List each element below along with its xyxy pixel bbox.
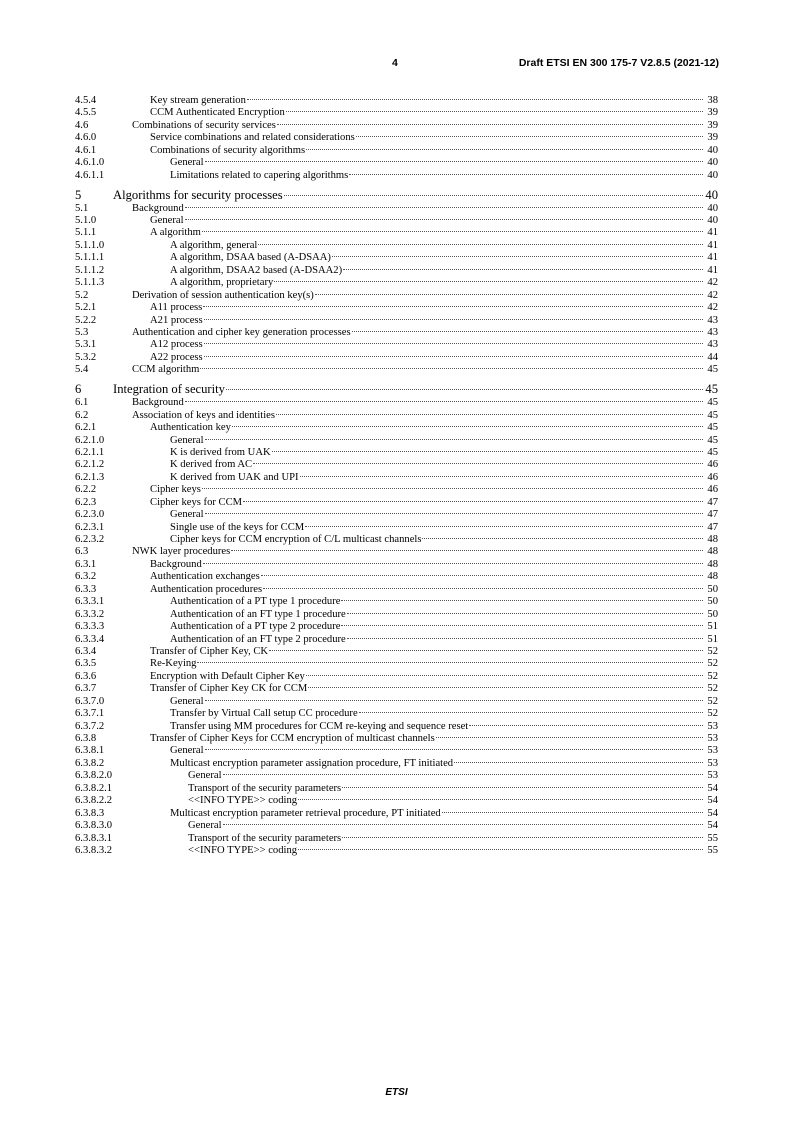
toc-dot-leader xyxy=(298,799,703,800)
toc-entry-title: Transfer of Cipher Keys for CCM encryption of multicast channels xyxy=(150,733,435,744)
toc-entry[interactable]: 5.1 Background 40 xyxy=(75,202,718,214)
toc-dot-leader xyxy=(204,356,703,357)
toc-entry-page: 50 xyxy=(707,596,718,608)
toc-entry-page: 45 xyxy=(707,434,718,446)
toc-entry-page: 54 xyxy=(707,782,718,794)
toc-entry-page: 55 xyxy=(707,832,718,844)
toc-entry-page: 45 xyxy=(707,364,718,376)
toc-entry-title: CCM algorithm xyxy=(132,364,200,376)
toc-entry-title: Transport of the security parameters xyxy=(188,782,342,794)
toc-entry-title: General xyxy=(150,215,184,226)
toc-entry-title: A11 process xyxy=(150,302,203,314)
toc-entry-title: Multicast encryption parameter retrieval procedure, PT initiated xyxy=(170,807,441,819)
toc-dot-leader xyxy=(204,319,703,320)
toc-entry-title: Cipher keys xyxy=(150,484,201,496)
toc-entry-page: 39 xyxy=(707,119,718,131)
toc-entry[interactable]: 6.2.2 Cipher keys 46 xyxy=(75,484,718,496)
toc-entry[interactable]: 6.3.8.2.1 Transport of the security parameters 54 xyxy=(75,782,718,794)
toc-entry-page: 53 xyxy=(707,733,718,744)
toc-entry-page: 40 xyxy=(707,157,718,169)
toc-entry[interactable]: 5.1.1.1 A algorithm, DSAA based (A-DSAA) 41 xyxy=(75,252,718,264)
toc-entry-page: 45 xyxy=(707,446,718,458)
toc-entry[interactable]: 5.3 Authentication and cipher key generation processes 43 xyxy=(75,326,718,338)
toc-entry-title: K is derived from UAK xyxy=(170,446,271,458)
toc-entry[interactable]: 6.3.8.3 Multicast encryption parameter retrieval procedure, PT initiated 54 xyxy=(75,807,718,819)
toc-dot-leader xyxy=(442,812,703,813)
toc-entry-page: 46 xyxy=(707,484,718,496)
toc-dot-leader xyxy=(253,463,703,464)
toc-entry[interactable]: 6.3.8.2.2 <<INFO TYPE>> coding 54 xyxy=(75,795,718,807)
toc-entry[interactable]: 5.1.1 A algorithm 41 xyxy=(75,227,718,239)
toc-dot-leader xyxy=(205,749,703,750)
toc-entry[interactable]: 5.1.1.0 A algorithm, general 41 xyxy=(75,239,718,251)
toc-dot-leader xyxy=(261,575,703,576)
toc-dot-leader xyxy=(284,195,703,196)
toc-dot-leader xyxy=(347,638,703,639)
toc-dot-leader xyxy=(223,824,703,825)
toc-entry-title: Combinations of security services xyxy=(132,119,276,131)
toc-dot-leader xyxy=(286,111,703,112)
toc-entry-title: A algorithm, general xyxy=(170,239,258,251)
toc-dot-leader xyxy=(308,687,703,688)
toc-entry-page: 53 xyxy=(707,757,718,769)
toc-entry-page: 41 xyxy=(707,264,718,276)
toc-dot-leader xyxy=(205,439,703,440)
toc-dot-leader xyxy=(454,762,703,763)
toc-entry[interactable]: 6.3.3.2 Authentication of an FT type 1 procedure 50 xyxy=(75,608,718,620)
toc-entry[interactable]: 6.3.3.4 Authentication of an FT type 2 procedure 51 xyxy=(75,633,718,645)
toc-entry-title: General xyxy=(170,695,204,707)
toc-entry-title: General xyxy=(170,745,204,757)
toc-entry-title: Authentication key xyxy=(150,422,231,434)
toc-entry-page: 41 xyxy=(707,252,718,264)
toc-dot-leader xyxy=(349,174,703,175)
toc-dot-leader xyxy=(269,650,703,651)
toc-entry[interactable]: 6 Integration of security 45 xyxy=(75,382,718,397)
toc-entry-title: K derived from AC xyxy=(170,459,253,471)
toc-entry-title: Transport of the security parameters xyxy=(188,832,342,844)
toc-entry-title: Transfer of Cipher Key, CK xyxy=(150,645,269,657)
toc-entry[interactable]: 5.1.1.2 A algorithm, DSAA2 based (A-DSAA2) 41 xyxy=(75,264,718,276)
toc-entry[interactable]: 6.3.7.2 Transfer using MM procedures for CCM re-keying and sequence reset 53 xyxy=(75,720,718,732)
toc-entry-page: 45 xyxy=(707,409,718,421)
toc-dot-leader xyxy=(342,787,703,788)
toc-entry-page: 50 xyxy=(707,583,718,595)
toc-entry-page: 48 xyxy=(707,558,718,570)
toc-entry-title: Service combinations and related considerations xyxy=(150,132,355,144)
toc-entry-page: 41 xyxy=(707,239,718,251)
toc-entry-title: Derivation of session authentication key(s) xyxy=(132,289,314,301)
toc-entry[interactable]: 6.1 Background 45 xyxy=(75,397,718,409)
toc-entry-title: Background xyxy=(132,202,184,214)
toc-dot-leader xyxy=(306,149,703,150)
toc-entry[interactable]: 6.3.8.2 Multicast encryption parameter assignation procedure, FT initiated 53 xyxy=(75,757,718,769)
toc-dot-leader xyxy=(205,700,703,701)
toc-dot-leader xyxy=(243,501,703,502)
toc-dot-leader xyxy=(347,613,703,614)
toc-entry[interactable]: 6.3.8.3.0 General 54 xyxy=(75,820,718,832)
toc-entry-title: Multicast encryption parameter assignation procedure, FT initiated xyxy=(170,757,454,769)
toc-entry-page: 39 xyxy=(707,107,718,119)
toc-entry-title: A algorithm xyxy=(150,227,201,239)
toc-dot-leader xyxy=(202,488,703,489)
toc-entry[interactable]: 5.2.1 A11 process 42 xyxy=(75,302,718,314)
toc-dot-leader xyxy=(356,136,703,137)
toc-dot-leader xyxy=(436,737,703,738)
toc-entry-title: Background xyxy=(132,397,184,409)
toc-entry[interactable]: 6.3.2 Authentication exchanges 48 xyxy=(75,571,718,583)
toc-entry-page: 52 xyxy=(707,670,718,682)
toc-entry-title: Authentication exchanges xyxy=(150,571,260,583)
toc-entry[interactable]: 6.2 Association of keys and identities 45 xyxy=(75,409,718,421)
toc-entry[interactable]: 6.3.8.3.1 Transport of the security parameters 55 xyxy=(75,832,718,844)
toc-entry-title: General xyxy=(188,820,222,832)
toc-entry-page: 52 xyxy=(707,645,718,657)
toc-dot-leader xyxy=(185,207,703,208)
toc-entry-title: A algorithm, proprietary xyxy=(170,277,274,289)
footer-etsi: ETSI xyxy=(385,1087,408,1098)
toc-entry-page: 40 xyxy=(707,144,718,156)
toc-entry[interactable]: 5.2.2 A21 process 43 xyxy=(75,314,718,326)
toc-dot-leader xyxy=(205,161,703,162)
toc-entry-title: <<INFO TYPE>> coding xyxy=(188,795,298,807)
toc-entry-title: Authentication procedures xyxy=(150,583,263,595)
toc-entry[interactable]: 6.3.1 Background 48 xyxy=(75,558,718,570)
toc-entry[interactable]: 6.3.3 Authentication procedures 50 xyxy=(75,583,718,595)
toc-entry[interactable]: 5.1.1.3 A algorithm, proprietary 42 xyxy=(75,277,718,289)
toc-dot-leader xyxy=(306,675,703,676)
toc-entry[interactable]: 6.3.8.1 General 53 xyxy=(75,745,718,757)
toc-entry-title: General xyxy=(170,434,204,446)
toc-entry-title: CCM Authenticated Encryption xyxy=(150,107,285,119)
toc-dot-leader xyxy=(272,451,703,452)
page-number: 4 xyxy=(392,57,398,69)
toc-entry[interactable]: 6.3.8.3.2 <<INFO TYPE>> coding 55 xyxy=(75,844,718,856)
toc-dot-leader xyxy=(231,550,703,551)
toc-entry-title: Algorithms for security processes xyxy=(113,187,283,202)
toc-entry-title: Integration of security xyxy=(113,382,225,397)
toc-dot-leader xyxy=(226,389,703,390)
toc-entry-page: 40 xyxy=(707,215,718,226)
toc-entry[interactable]: 5.3.1 A12 process 43 xyxy=(75,339,718,351)
toc-entry-page: 54 xyxy=(707,807,718,819)
toc-entry-title: Authentication and cipher key generation processes xyxy=(132,326,351,338)
toc-entry-page: 54 xyxy=(707,795,718,807)
toc-entry-title: Combinations of security algorithms xyxy=(150,144,306,156)
toc-dot-leader xyxy=(305,526,703,527)
toc-entry[interactable]: 4.6 Combinations of security services 39 xyxy=(75,119,718,131)
toc-dot-leader xyxy=(223,774,703,775)
toc-dot-leader xyxy=(332,256,703,257)
toc-entry-title: General xyxy=(170,157,204,169)
toc-entry-title: Authentication of an FT type 1 procedure xyxy=(170,608,346,620)
toc-dot-leader xyxy=(185,401,703,402)
toc-entry[interactable]: 6.3.7 Transfer of Cipher Key CK for CCM 52 xyxy=(75,683,718,695)
toc-entry-page: 43 xyxy=(707,314,718,326)
toc-entry[interactable]: 6.2.1.2 K derived from AC 46 xyxy=(75,459,718,471)
toc-entry-title: Re-Keying xyxy=(150,658,197,670)
toc-entry-title: Authentication of an FT type 2 procedure xyxy=(170,633,346,645)
toc-entry-page: 45 xyxy=(705,382,718,397)
toc-entry-page: 54 xyxy=(707,820,718,832)
toc-entry[interactable]: 5 Algorithms for security processes 40 xyxy=(75,187,718,202)
toc-entry-title: A12 process xyxy=(150,339,203,351)
toc-entry-page: 45 xyxy=(707,422,718,434)
toc-dot-leader xyxy=(274,281,703,282)
toc-entry-page: 39 xyxy=(707,132,718,144)
toc-entry[interactable]: 4.5.4 Key stream generation 38 xyxy=(75,95,718,106)
toc-dot-leader xyxy=(276,414,703,415)
toc-entry-page: 40 xyxy=(707,169,718,181)
toc-dot-leader xyxy=(205,513,703,514)
toc-dot-leader xyxy=(202,231,703,232)
toc-entry-title: General xyxy=(188,770,222,782)
toc-entry-title: Cipher keys for CCM encryption of C/L multicast channels xyxy=(170,534,422,545)
toc-entry[interactable]: 6.3.7.1 Transfer by Virtual Call setup CC procedure 52 xyxy=(75,708,718,720)
toc-entry-title: A22 process xyxy=(150,351,203,363)
toc-entry[interactable]: 6.2.3 Cipher keys for CCM 47 xyxy=(75,496,718,508)
toc-dot-leader xyxy=(277,124,703,125)
toc-dot-leader xyxy=(258,244,703,245)
toc-entry-page: 52 xyxy=(707,658,718,670)
toc-dot-leader xyxy=(359,712,703,713)
toc-entry[interactable]: 4.6.1 Combinations of security algorithms 40 xyxy=(75,144,718,156)
toc-dot-leader xyxy=(315,294,703,295)
toc-entry-title: Association of keys and identities xyxy=(132,409,275,421)
toc-entry-title: Transfer of Cipher Key CK for CCM xyxy=(150,683,308,695)
toc-entry[interactable]: 4.5.5 CCM Authenticated Encryption 39 xyxy=(75,107,718,119)
toc-entry-page: 46 xyxy=(707,459,718,471)
toc-entry-page: 38 xyxy=(707,95,718,106)
toc-dot-leader xyxy=(342,837,703,838)
document-reference: Draft ETSI EN 300 175-7 V2.8.5 (2021-12) xyxy=(518,57,719,69)
toc-entry[interactable]: 6.3.6 Encryption with Default Cipher Key 52 xyxy=(75,670,718,682)
toc-entry[interactable]: 6.2.1 Authentication key 45 xyxy=(75,422,718,434)
toc-entry-page: 44 xyxy=(707,351,718,363)
toc-entry[interactable]: 5.1.0 General 40 xyxy=(75,215,718,226)
toc-entry-page: 47 xyxy=(707,521,718,533)
toc-entry[interactable]: 6.3.8.2.0 General 53 xyxy=(75,770,718,782)
toc-entry-page: 40 xyxy=(707,202,718,214)
toc-dot-leader xyxy=(197,662,703,663)
toc-dot-leader xyxy=(185,219,703,220)
toc-dot-leader xyxy=(204,343,703,344)
toc-entry-page: 43 xyxy=(707,326,718,338)
table-of-contents xyxy=(75,95,718,857)
toc-entry[interactable]: 6.2.3.2 Cipher keys for CCM encryption of C/L multicast channels 48 xyxy=(75,534,718,545)
toc-entry-title: NWK layer procedures xyxy=(132,546,231,558)
toc-entry-title: Encryption with Default Cipher Key xyxy=(150,670,305,682)
toc-dot-leader xyxy=(300,476,703,477)
toc-dot-leader xyxy=(341,600,703,601)
toc-entry-page: 50 xyxy=(707,608,718,620)
toc-entry-page: 53 xyxy=(707,745,718,757)
toc-entry-title: Authentication of a PT type 2 procedure xyxy=(170,621,341,633)
toc-dot-leader xyxy=(352,331,703,332)
toc-entry-title: A21 process xyxy=(150,314,203,326)
toc-entry-page: 52 xyxy=(707,683,718,695)
toc-entry[interactable]: 6.3.7.0 General 52 xyxy=(75,695,718,707)
toc-entry-page: 47 xyxy=(707,496,718,508)
toc-entry-title: General xyxy=(170,509,204,521)
toc-entry-page: 51 xyxy=(707,633,718,645)
toc-entry-page: 46 xyxy=(707,471,718,483)
toc-entry-page: 43 xyxy=(707,339,718,351)
toc-entry-title: K derived from UAK and UPI xyxy=(170,471,299,483)
toc-entry[interactable]: 6.2.1.1 K is derived from UAK 45 xyxy=(75,446,718,458)
toc-dot-leader xyxy=(469,725,703,726)
toc-dot-leader xyxy=(203,306,703,307)
toc-entry-page: 45 xyxy=(707,397,718,409)
toc-entry-page: 40 xyxy=(705,187,718,202)
toc-dot-leader xyxy=(341,625,703,626)
toc-entry[interactable]: 4.6.1.1 Limitations related to capering algorithms 40 xyxy=(75,169,718,181)
toc-entry-title: Limitations related to capering algorithms xyxy=(170,169,349,181)
toc-entry-page: 41 xyxy=(707,227,718,239)
toc-entry[interactable]: 6.3.4 Transfer of Cipher Key, CK 52 xyxy=(75,645,718,657)
toc-dot-leader xyxy=(203,563,703,564)
toc-entry[interactable]: 6.3.3.1 Authentication of a PT type 1 procedure 50 xyxy=(75,596,718,608)
toc-entry-title: A algorithm, DSAA2 based (A-DSAA2) xyxy=(170,264,343,276)
toc-entry-page: 48 xyxy=(707,546,718,558)
toc-dot-leader xyxy=(232,426,703,427)
toc-entry[interactable]: 5.3.2 A22 process 44 xyxy=(75,351,718,363)
toc-entry-page: 52 xyxy=(707,695,718,707)
toc-entry-page: 47 xyxy=(707,509,718,521)
toc-entry-page: 51 xyxy=(707,621,718,633)
toc-entry-page: 48 xyxy=(707,534,718,545)
toc-entry-page: 52 xyxy=(707,708,718,720)
toc-dot-leader xyxy=(200,368,703,369)
toc-entry[interactable]: 4.6.1.0 General 40 xyxy=(75,157,718,169)
toc-dot-leader xyxy=(298,849,703,850)
toc-entry-title: <<INFO TYPE>> coding xyxy=(188,844,298,856)
toc-dot-leader xyxy=(422,538,703,539)
toc-entry-title: A algorithm, DSAA based (A-DSAA) xyxy=(170,252,331,264)
toc-entry[interactable]: 6.3.5 Re-Keying 52 xyxy=(75,658,718,670)
toc-entry-title: Background xyxy=(150,558,202,570)
toc-entry-page: 53 xyxy=(707,770,718,782)
toc-entry-title: Key stream generation xyxy=(150,95,246,106)
toc-dot-leader xyxy=(343,269,703,270)
toc-entry-page: 42 xyxy=(707,289,718,301)
toc-entry[interactable]: 6.2.3.1 Single use of the keys for CCM 47 xyxy=(75,521,718,533)
toc-dot-leader xyxy=(263,588,703,589)
toc-entry-title: Authentication of a PT type 1 procedure xyxy=(170,596,341,608)
toc-entry-title: Single use of the keys for CCM xyxy=(170,521,305,533)
toc-entry[interactable]: 4.6.0 Service combinations and related considerations 39 xyxy=(75,132,718,144)
toc-entry[interactable]: 6.3.8 Transfer of Cipher Keys for CCM encryption of multicast channels 53 xyxy=(75,733,718,744)
toc-entry[interactable]: 6.2.1.0 General 45 xyxy=(75,434,718,446)
toc-entry-page: 55 xyxy=(707,844,718,856)
toc-entry-page: 53 xyxy=(707,720,718,732)
toc-entry[interactable]: 6.3 NWK layer procedures 48 xyxy=(75,546,718,558)
toc-entry-title: Cipher keys for CCM xyxy=(150,496,243,508)
toc-entry-title: Transfer using MM procedures for CCM re-keying and sequence reset xyxy=(170,720,469,732)
toc-entry[interactable]: 6.3.3.3 Authentication of a PT type 2 procedure 51 xyxy=(75,621,718,633)
toc-entry[interactable]: 5.4 CCM algorithm 45 xyxy=(75,364,718,376)
toc-dot-leader xyxy=(247,99,703,100)
toc-entry[interactable]: 5.2 Derivation of session authentication key(s) 42 xyxy=(75,289,718,301)
toc-entry[interactable]: 6.2.3.0 General 47 xyxy=(75,509,718,521)
toc-entry[interactable]: 6.2.1.3 K derived from UAK and UPI 46 xyxy=(75,471,718,483)
toc-entry-page: 42 xyxy=(707,302,718,314)
toc-entry-page: 42 xyxy=(707,277,718,289)
toc-entry-title: Transfer by Virtual Call setup CC procedure xyxy=(170,708,358,720)
toc-entry-page: 48 xyxy=(707,571,718,583)
